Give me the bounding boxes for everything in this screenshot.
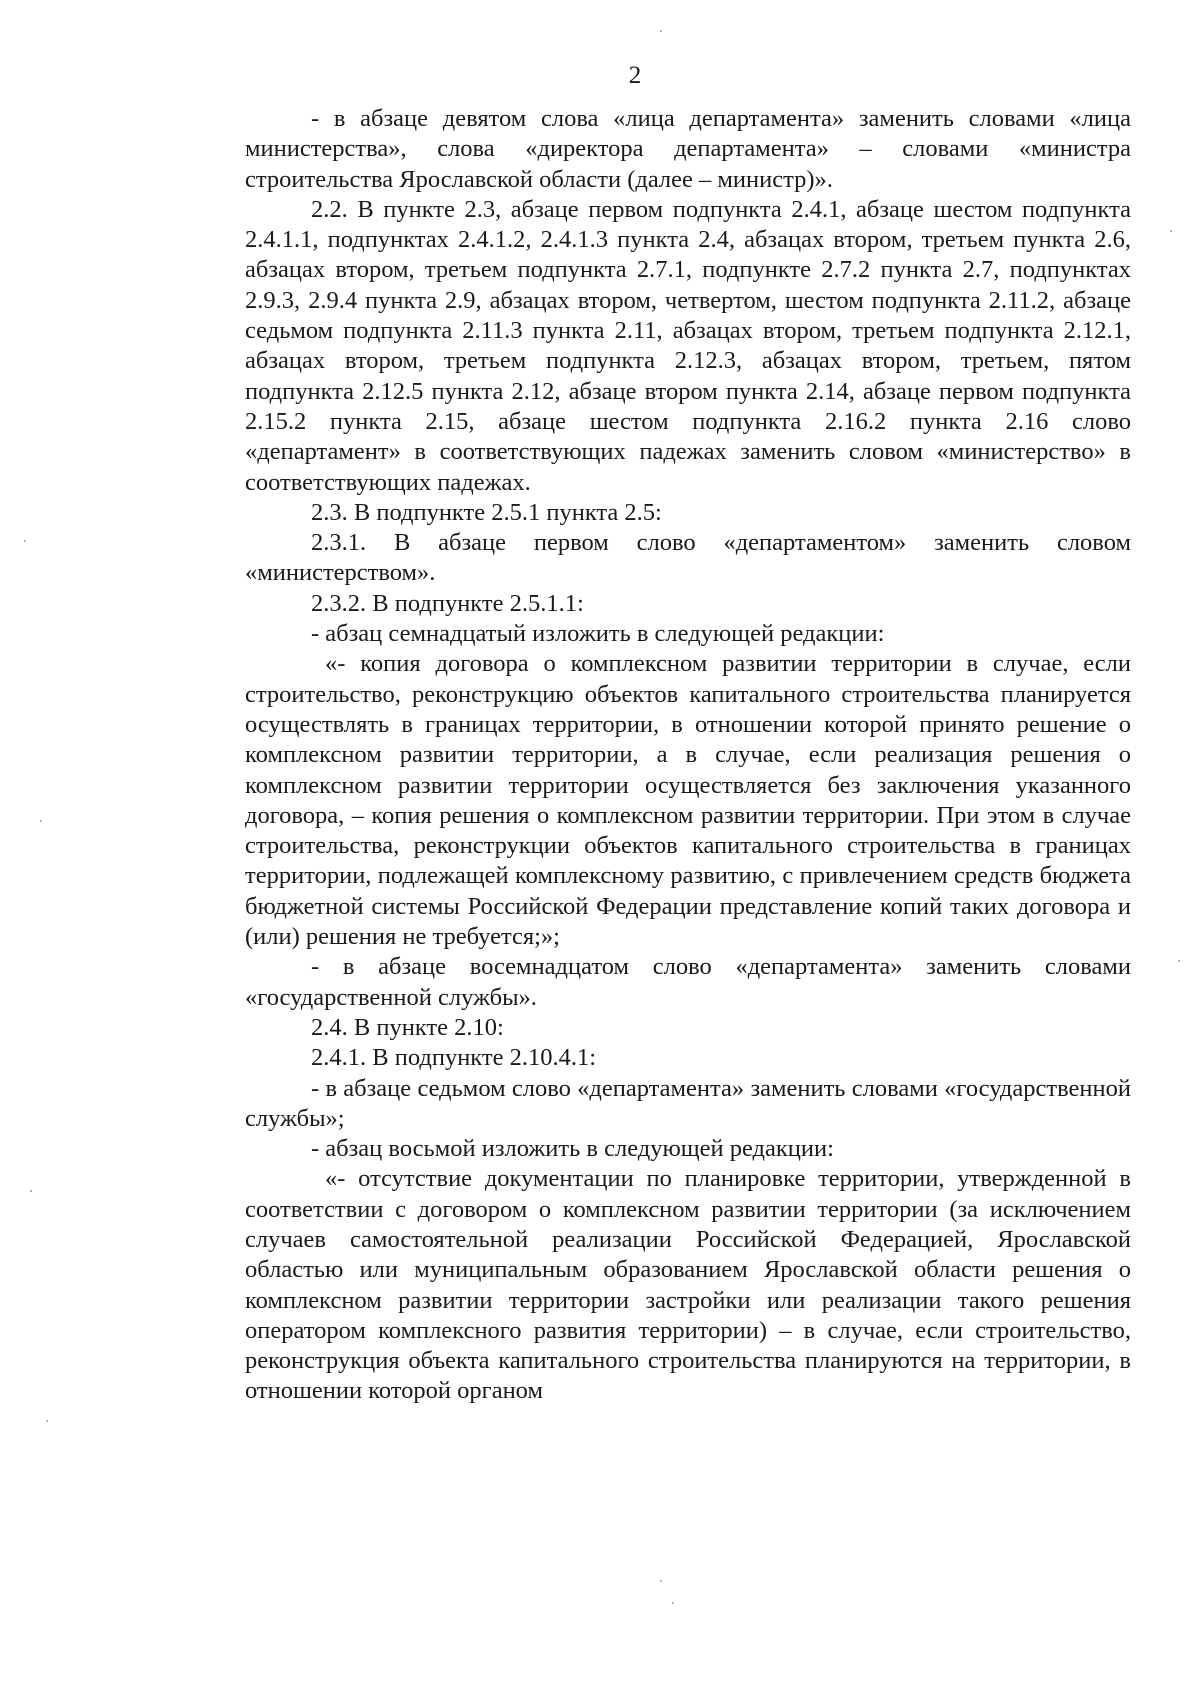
paragraph: - в абзаце восемнадцатом слово «департамента» заменить словами «государственной службы». <box>245 953 1131 1011</box>
document-body <box>245 104 1131 1407</box>
page-number: 2 <box>628 62 642 89</box>
scan-noise <box>30 1190 32 1192</box>
paragraph: «- копия договора о комплексном развитии территории в случае, если строительство, реконструкцию объектов капитального строительства планируется осуществлять в границах территории, в отношении которой принято решение о комплексном развитии территории, а в случае, если реализация решения о комплексном развитии территории осуществляется без заключения указанного договора, – копия решения о комплексном развитии территории. При этом в случае строительства, реконструкции объектов капитального строительства в границах территории, подлежащей комплексному развитию, с привлечением средств бюджета бюджетной системы Российской Федерации представление копий таких договора и (или) решения не требуется;»; <box>245 650 1131 951</box>
paragraph: - абзац восьмой изложить в следующей редакции: <box>311 1135 834 1163</box>
scan-noise <box>24 540 26 542</box>
scan-noise <box>1170 230 1172 232</box>
scan-noise <box>1178 960 1180 962</box>
paragraph: - абзац семнадцатый изложить в следующей редакции: <box>311 620 885 648</box>
paragraph: 2.3.1. В абзаце первом слово «департаментом» заменить словом «министерством». <box>245 529 1131 587</box>
paragraph: 2.4. В пункте 2.10: <box>311 1013 504 1041</box>
paragraph: 2.3.2. В подпункте 2.5.1.1: <box>311 589 584 617</box>
paragraph: 2.4.1. В подпункте 2.10.4.1: <box>311 1044 597 1072</box>
scan-noise <box>40 820 42 822</box>
paragraph: 2.2. В пункте 2.3, абзаце первом подпункта 2.4.1, абзаце шестом подпункта 2.4.1.1, подпунктах 2.4.1.2, 2.4.1.3 пункта 2.4, абзацах втором, третьем пункта 2.6, абзацах втором, третьем подпункта 2.7.1, подпункте 2.7.2 пункта 2.7, подпунктах 2.9.3, 2.9.4 пункта 2.9, абзацах втором, четвертом, шестом подпункта 2.11.2, абзаце седьмом подпункта 2.11.3 пункта 2.11, абзацах втором, третьем подпункта 2.12.1, абзацах втором, третьем подпункта 2.12.3, абзацах втором, третьем, пятом подпункта 2.12.5 пункта 2.12, абзаце втором пункта 2.14, абзаце первом подпункта 2.15.2 пункта 2.15, абзаце шестом подпункта 2.16.2 пункта 2.16 слово «департамент» в соответствующих падежах заменить словом «министерство» в соответствующих падежах. <box>245 195 1131 496</box>
scan-noise <box>660 1580 662 1582</box>
scan-noise <box>46 1420 48 1422</box>
paragraph: 2.3. В подпункте 2.5.1 пункта 2.5: <box>311 498 662 526</box>
paragraph: - в абзаце седьмом слово «департамента» заменить словами «государственной службы»; <box>245 1074 1131 1132</box>
scan-noise <box>660 30 662 32</box>
paragraph: - в абзаце девятом слова «лица департамента» заменить словами «лица министерства», слова «директора департамента» – словами «министра строительства Ярославской области (далее – министр)». <box>245 105 1131 193</box>
paragraph: «- отсутствие документации по планировке территории, утвержденной в соответствии с договором о комплексном развитии территории (за исключением случаев самостоятельной реализации Российской Федерацией, Ярославской областью или муниципальным образованием Ярославской области решения о комплексном развитии территории застройки или реализации такого решения оператором комплексного развития территории) – в случае, если строительство, реконструкция объекта капитального строительства планируются на территории, в отношении которой органом <box>245 1165 1131 1405</box>
scan-noise <box>672 1602 674 1604</box>
